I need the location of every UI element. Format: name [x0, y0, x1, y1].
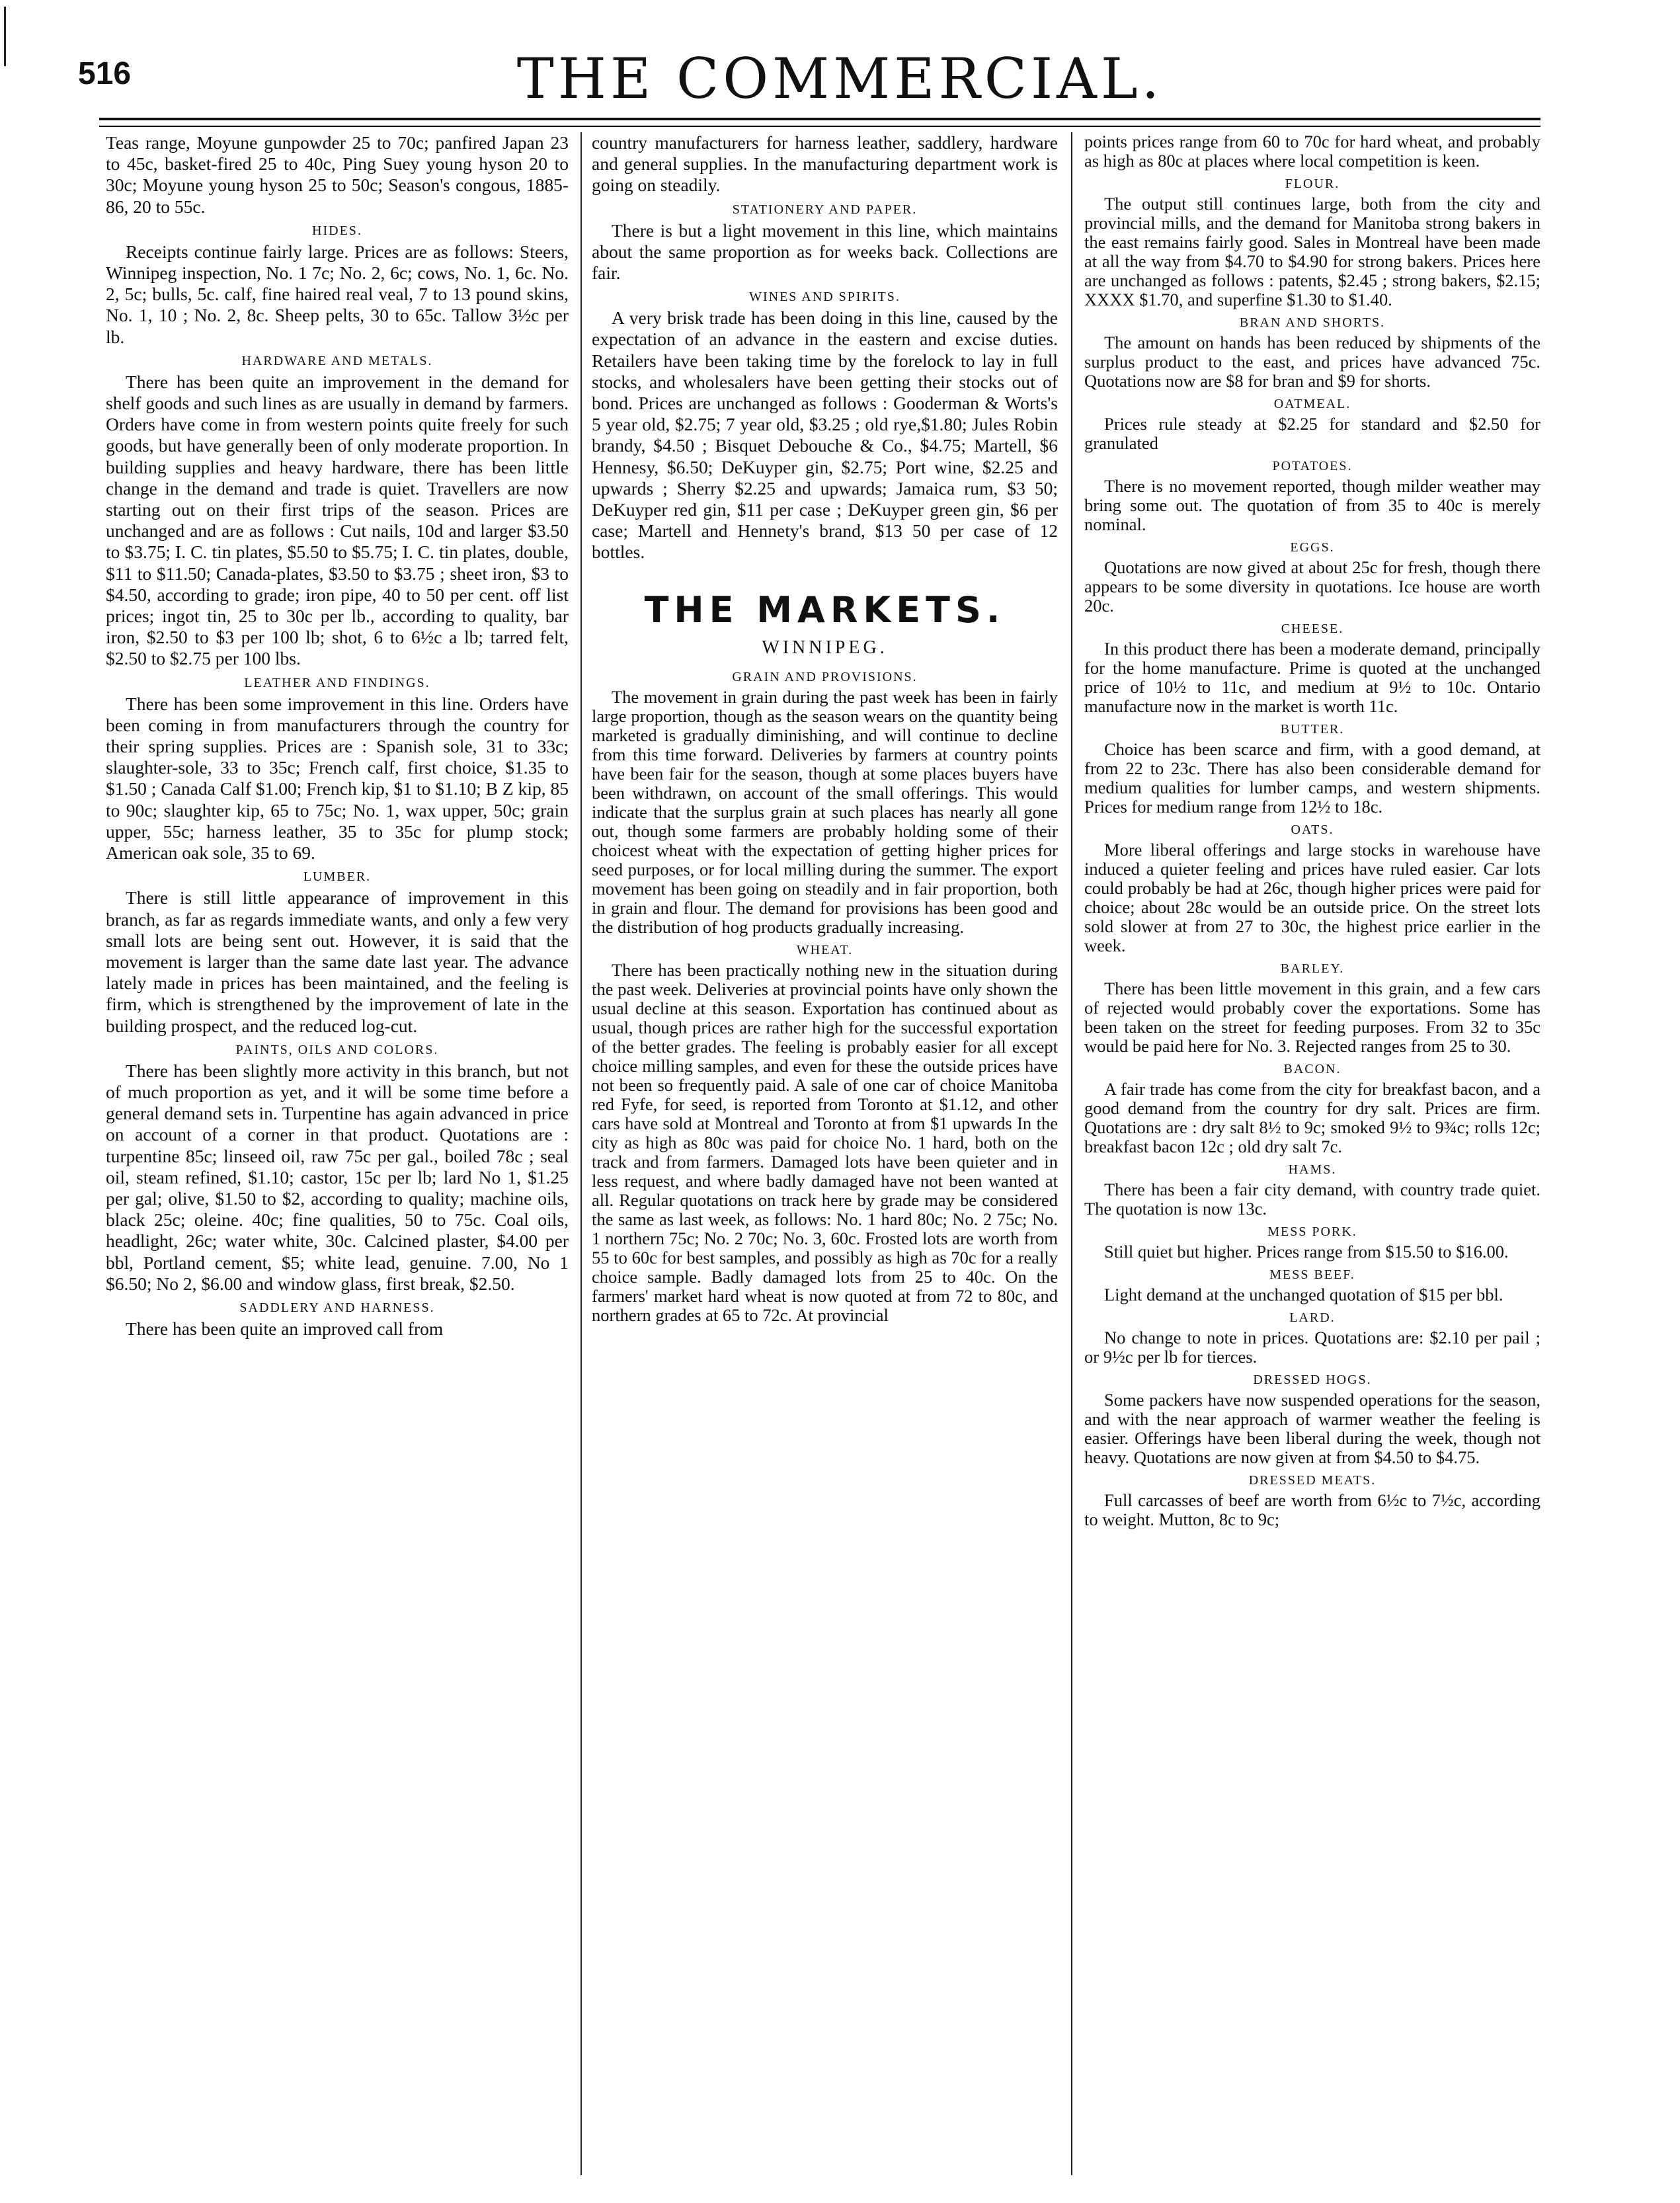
section-heading: BARLEY.: [1280, 961, 1345, 976]
masthead-title: THE COMMERCIAL.: [516, 46, 1164, 111]
article-body: A fair trade has come from the city for breakfast bacon, and a good demand from the country for dry salt. Prices are firm. Quotations are : dry salt 8½ to 9c; smoked 9½ to 9¾c; rolls 12c; breakfast bacon 12c ; old dry salt 7c.: [1084, 1079, 1540, 1156]
article-eggs: [1084, 540, 1540, 616]
section-heading: OATS.: [1291, 822, 1334, 837]
article-body: country manufacturers for harness leather, saddlery, hardware and general supplies. In the manufacturing department work is going on steadily.: [592, 132, 1058, 196]
markets-city: WINNIPEG.: [762, 637, 888, 658]
article-body: Full carcasses of beef are worth from 6½c to 7½c, according to weight. Mutton, 8c to 9c;: [1084, 1490, 1540, 1529]
article-mess-beef: [1084, 1267, 1540, 1304]
article-hides: [106, 223, 569, 348]
article-body: A very brisk trade has been doing in this line, caused by the expectation of an advance in the eastern and excise duties. Retailers have been taking time by the forelock to lay in full stocks, and wholesalers have been getting their stocks out of bond. Prices are unchanged as follows : Gooderman & Worts's 5 year old, $2.75; 7 year old, $3.25 ; old rye,$1.80; Jules Robin brandy, $4.50 ; Bisquet Debouche & Co., $4.75; Martell, $6 Hennesy, $6.50; DeKuyper gin, $2.75; Port wine, $2.25 and upwards ; Sherry $2.25 and upwards; Jamaica rum, $3 50; DeKuyper red gin, $11 per case ; DeKuyper green gin, $6 per case; Martell and Hennety's brand, $13 50 per case of 12 bottles.: [592, 307, 1058, 563]
article-potatoes: [1084, 458, 1540, 534]
section-heading: LUMBER.: [303, 869, 372, 885]
article-body: In this product there has been a moderate demand, principally for the home manufacture. Prime is quoted at the unchanged price of 10½ to 11c, and medium at 9½ to 10c. Ontario manufacture now in the market is worth 11c.: [1084, 639, 1540, 716]
article-body: Receipts continue fairly large. Prices are as follows: Steers, Winnipeg inspection, No. 1 7c; No. 2, 6c; cows, No. 1, 6c. No. 2, 5c; bulls, 5c. calf, fine haired real veal, 7 to 13 pound skins, No. 1, 10 ; No. 2, 8c. Sheep pelts, 30 to 65c. Tallow 3½c per lb.: [106, 241, 569, 347]
article-body: There has been little movement in this grain, and a few cars of rejected would probably cover the exportations. Some has been taken on the street for feeding purposes. From 32 to 35c would be paid here for No. 3. Rejected ranges from 25 to 30.: [1084, 979, 1540, 1056]
article-body: There is still little appearance of improvement in this branch, as far as regards immediate wants, and only a few very small lots are being sent out. However, it is said that the movement is larger than the same date last year. The advance lately made in prices has been maintained, and the feeling is firm, which is strengthened by the improvement of late in the building prospect, and the reduced log-cut.: [106, 887, 569, 1036]
section-heading: WHEAT.: [796, 942, 854, 957]
article-body: There has been quite an improved call from: [126, 1318, 444, 1339]
article-hams: [1084, 1162, 1540, 1219]
section-heading: BRAN AND SHORTS.: [1239, 315, 1386, 330]
article-body: No change to note in prices. Quotations are: $2.10 per pail ; or 9½c per lb for tierces.: [1084, 1328, 1540, 1367]
article-body: Light demand at the unchanged quotation of $15 per bbl.: [1104, 1285, 1503, 1304]
article-grain-and-provisions: [592, 669, 1058, 937]
column-divider-1: [580, 132, 582, 2175]
article-lard: [1084, 1310, 1540, 1367]
column-3-sections: [1084, 132, 1540, 1529]
section-heading: HARDWARE AND METALS.: [241, 353, 433, 368]
article-continued: [106, 132, 569, 218]
article-barley: [1084, 961, 1540, 1056]
article-saddlery-and-harness: [106, 1300, 569, 1340]
section-heading: SADDLERY AND HARNESS.: [239, 1300, 435, 1315]
article-body: The amount on hands has been reduced by shipments of the surplus product to the east, and prices have advanced 75c. Quotations now are $8 for bran and $9 for shorts.: [1084, 333, 1540, 391]
section-heading: HIDES.: [312, 223, 362, 238]
article-body: There has been slightly more activity in this branch, but not of much proportion as yet, and it will be some time before a general demand sets in. Turpentine has again advanced in price on account of a corner in that product. Quotations are : turpentine 85c; linseed oil, raw 75c per gal., boiled 78c ; seal oil, steam refined, $1.10; castor, 15c per lb; lard No 1, $1.25 per gal; olive, $1.50 to $2, according to quality; machine oils, black 25c; oleine. 40c; fine qualities, 50 to 75c. Coal oils, headlight, 26c; water white, 30c. Calcined plaster, $4.00 per bbl, Portland cement, $5; white lead, genuine. 7.00, No 1 $6.50; No 2, $6.00 and window glass, first break, $2.50.: [106, 1060, 569, 1294]
column-divider-2: [1071, 132, 1072, 2175]
article-oats: [1084, 822, 1540, 955]
section-heading: PAINTS, OILS AND COLORS.: [235, 1042, 439, 1057]
section-heading: LEATHER AND FINDINGS.: [244, 675, 430, 690]
header-rule-thin: [99, 126, 1540, 127]
article-wines-and-spirits: [592, 289, 1058, 563]
article-oatmeal: [1084, 396, 1540, 453]
article-mess-pork: [1084, 1224, 1540, 1262]
column-3: [1084, 132, 1540, 2169]
article-hardware-and-metals: [106, 353, 569, 670]
article-paints-oils-and-colors: [106, 1042, 569, 1295]
column-1: [106, 132, 569, 2169]
article-body: Prices rule steady at $2.25 for standard and $2.50 for granulated: [1084, 414, 1540, 453]
article-body: There has been quite an improvement in the demand for shelf goods and such lines as are usually in demand by farmers. Orders have come in from western points quite freely for such goods, but have generally been of only moderate proportion. In building supplies and heavy hardware, there has been little change in the demand and trade is quiet. Travellers are now starting out on their first trips of the season. Prices are unchanged and are as follows : Cut nails, 10d and larger $3.50 to $3.75; I. C. tin plates, $5.50 to $5.75; I. C. tin plates, double, $11 to $11.50; Canada-plates, $3.50 to $3.75 ; sheet iron, $3 to $4.50, according to grade; iron pipe, 40 to 50 per cent. off list prices; ingot tin, 25 to 30c per lb., according to quality, bar iron, $2.50 to $3 per 100 lb; shot, 6 to 6½c a lb; tarred felt, $2.50 to $2.75 per 100 lbs.: [106, 371, 569, 669]
column-2: [592, 132, 1058, 2169]
article-body: More liberal offerings and large stocks in warehouse have induced a quieter feeling and prices have ruled easier. Car lots could probably be had at 26c, though higher prices were paid for choice; about 28c would be an outside price. On the street lots sold slower at from 27 to 30c, the highest price earlier in the week.: [1084, 840, 1540, 955]
article-leather-and-findings: [106, 675, 569, 864]
section-heading: DRESSED MEATS.: [1248, 1473, 1377, 1488]
article-butter: [1084, 721, 1540, 817]
column-2-market-sections: [592, 669, 1058, 1325]
column-2-top-sections: [592, 132, 1058, 563]
article-body: Quotations are now gived at about 25c for fresh, though there appears to be some diversity in quotations. Ice house are worth 20c.: [1084, 557, 1540, 616]
article-continued: [592, 132, 1058, 196]
section-heading: HAMS.: [1288, 1162, 1337, 1177]
article-cheese: [1084, 621, 1540, 716]
article-wheat: [592, 942, 1058, 1325]
article-body: Teas range, Moyune gunpowder 25 to 70c; panfired Japan 23 to 45c, basket-fired 25 to 40c, Ping Suey young hyson 20 to 30c; Moyune young hyson 25 to 50c; Season's congous, 1885-86, 20 to 55c.: [106, 132, 569, 217]
section-heading: BUTTER.: [1280, 722, 1345, 737]
article-continued: [1084, 132, 1540, 171]
section-heading: MESS PORK.: [1267, 1224, 1357, 1239]
column-1-sections: [106, 132, 569, 1340]
section-heading: WINES AND SPIRITS.: [749, 290, 900, 305]
section-heading: EGGS.: [1290, 540, 1335, 555]
article-body: Still quiet but higher. Prices range from $15.50 to $16.00.: [1104, 1242, 1509, 1262]
article-body: The output still continues large, both from the city and provincial mills, and the demand for Manitoba strong bakers in the east remains fairly good. Sales in Montreal have been made at all the way from $4.70 to $4.90 for strong bakers. Prices here are unchanged as follows : patents, $2.45 ; strong bakers, $2.15; XXXX $1.70, and superfine $1.30 to $1.40.: [1084, 194, 1540, 309]
section-heading: STATIONERY AND PAPER.: [732, 202, 918, 217]
markets-heading: THE MARKETS.: [644, 588, 1006, 631]
article-body: Choice has been scarce and firm, with a good demand, at from 22 to 23c. There has also been considerable demand for medium qualities for lumber camps, and western shipments. Prices for medium range from 12½ to 18c.: [1084, 739, 1540, 817]
article-bran-and-shorts: [1084, 315, 1540, 391]
article-body: There is no movement reported, though milder weather may bring some out. The quotation of from 35 to 40c is merely nominal.: [1084, 476, 1540, 534]
section-heading: LARD.: [1289, 1310, 1336, 1325]
section-heading: CHEESE.: [1281, 621, 1344, 636]
article-body: There has been a fair city demand, with country trade quiet. The quotation is now 13c.: [1084, 1180, 1540, 1219]
article-body: Some packers have now suspended operations for the season, and with the near approach of warmer weather the feeling is easier. Offerings have been liberal during the week, though not heavy. Quotations are now given at from $4.50 to $4.75.: [1084, 1390, 1540, 1467]
section-heading: FLOUR.: [1285, 177, 1340, 191]
section-heading: BACON.: [1283, 1062, 1341, 1076]
article-dressed-meats: [1084, 1472, 1540, 1529]
article-body: There has been practically nothing new in the situation during the past week. Deliveries at provincial points have only shown the usual decline at this season. Exportation has continued about as usual, though prices are rather high for the successful exportation of the better grades. The feeling is probably easier for all except choice milling samples, and even for these the outside prices have not been so frequently paid. A sale of one car of choice Manitoba red Fyfe, for seed, is reported from Toronto at $1.12, and other cars have sold at Montreal and Toronto at from $1 upwards In the city as high as 80c was paid for choice No. 1 hard, both on the track and from farmers. Damaged lots have been quieter and in less request, and where badly damaged have not been wanted at all. Regular quotations on track here by grade may be considered the same as last week, as follows: No. 1 hard 80c; No. 2 75c; No. 1 northern 75c; No. 2 70c; No. 3, 60c. Frosted lots are worth from 55 to 60c for best samples, and possibly as high as 70c for a really choice sample. Badly damaged lots from 25 to 40c. On the farmers' market hard wheat is now quoted at from 72 to 80c, and northern grades at 65 to 72c. At provincial: [592, 959, 1058, 1325]
section-heading: GRAIN AND PROVISIONS.: [732, 669, 918, 684]
section-heading: MESS BEEF.: [1269, 1267, 1355, 1282]
article-body: There is but a light movement in this line, which maintains about the same proportion as for weeks back. Collections are fair.: [592, 220, 1058, 284]
article-bacon: [1084, 1061, 1540, 1156]
article-stationery-and-paper: [592, 202, 1058, 284]
header-rule-thick: [99, 118, 1540, 120]
article-dressed-hogs: [1084, 1372, 1540, 1467]
article-flour: [1084, 176, 1540, 309]
article-body: The movement in grain during the past week has been in fairly large proportion, though as the season wears on the quantity being marketed is gradually diminishing, and will continue to decline from this time forward. Deliveries by farmers at country points have been fair for the season, though at some places buyers have been withdrawn, on account of the small offerings. This would indicate that the surplus grain at such places has nearly all gone out, though some farmers are probably holding some of their choicest wheat with the expectation of getting higher prices for seed purposes, or for local milling during the summer. The export movement has been going on steadily and in fair proportion, both in grain and flour. The demand for provisions has been good and the distribution of hog products gradually increasing.: [592, 686, 1058, 937]
page-number: 516: [78, 56, 132, 91]
article-lumber: [106, 869, 569, 1036]
article-body: There has been some improvement in this line. Orders have been coming in from manufacturers through the country for their spring supplies. Prices are : Spanish sole, 31 to 33c; slaughter-sole, 33 to 35c; French calf, first choice, $1.35 to $1.50 ; Canada Calf $1.00; French kip, $1 to $1.10; B Z kip, 85 to 90c; slaughter kip, 65 to 75c; No. 1, wax upper, 50c; grain upper, 55c; harness leather, 35 to 35c for plump stock; American oak sole, 35 to 69.: [106, 693, 569, 863]
article-body: points prices range from 60 to 70c for hard wheat, and probably as high as 80c at places where local competition is keen.: [1084, 132, 1540, 171]
section-heading: POTATOES.: [1272, 459, 1353, 473]
section-heading: OATMEAL.: [1273, 397, 1351, 411]
section-heading: DRESSED HOGS.: [1253, 1373, 1372, 1387]
